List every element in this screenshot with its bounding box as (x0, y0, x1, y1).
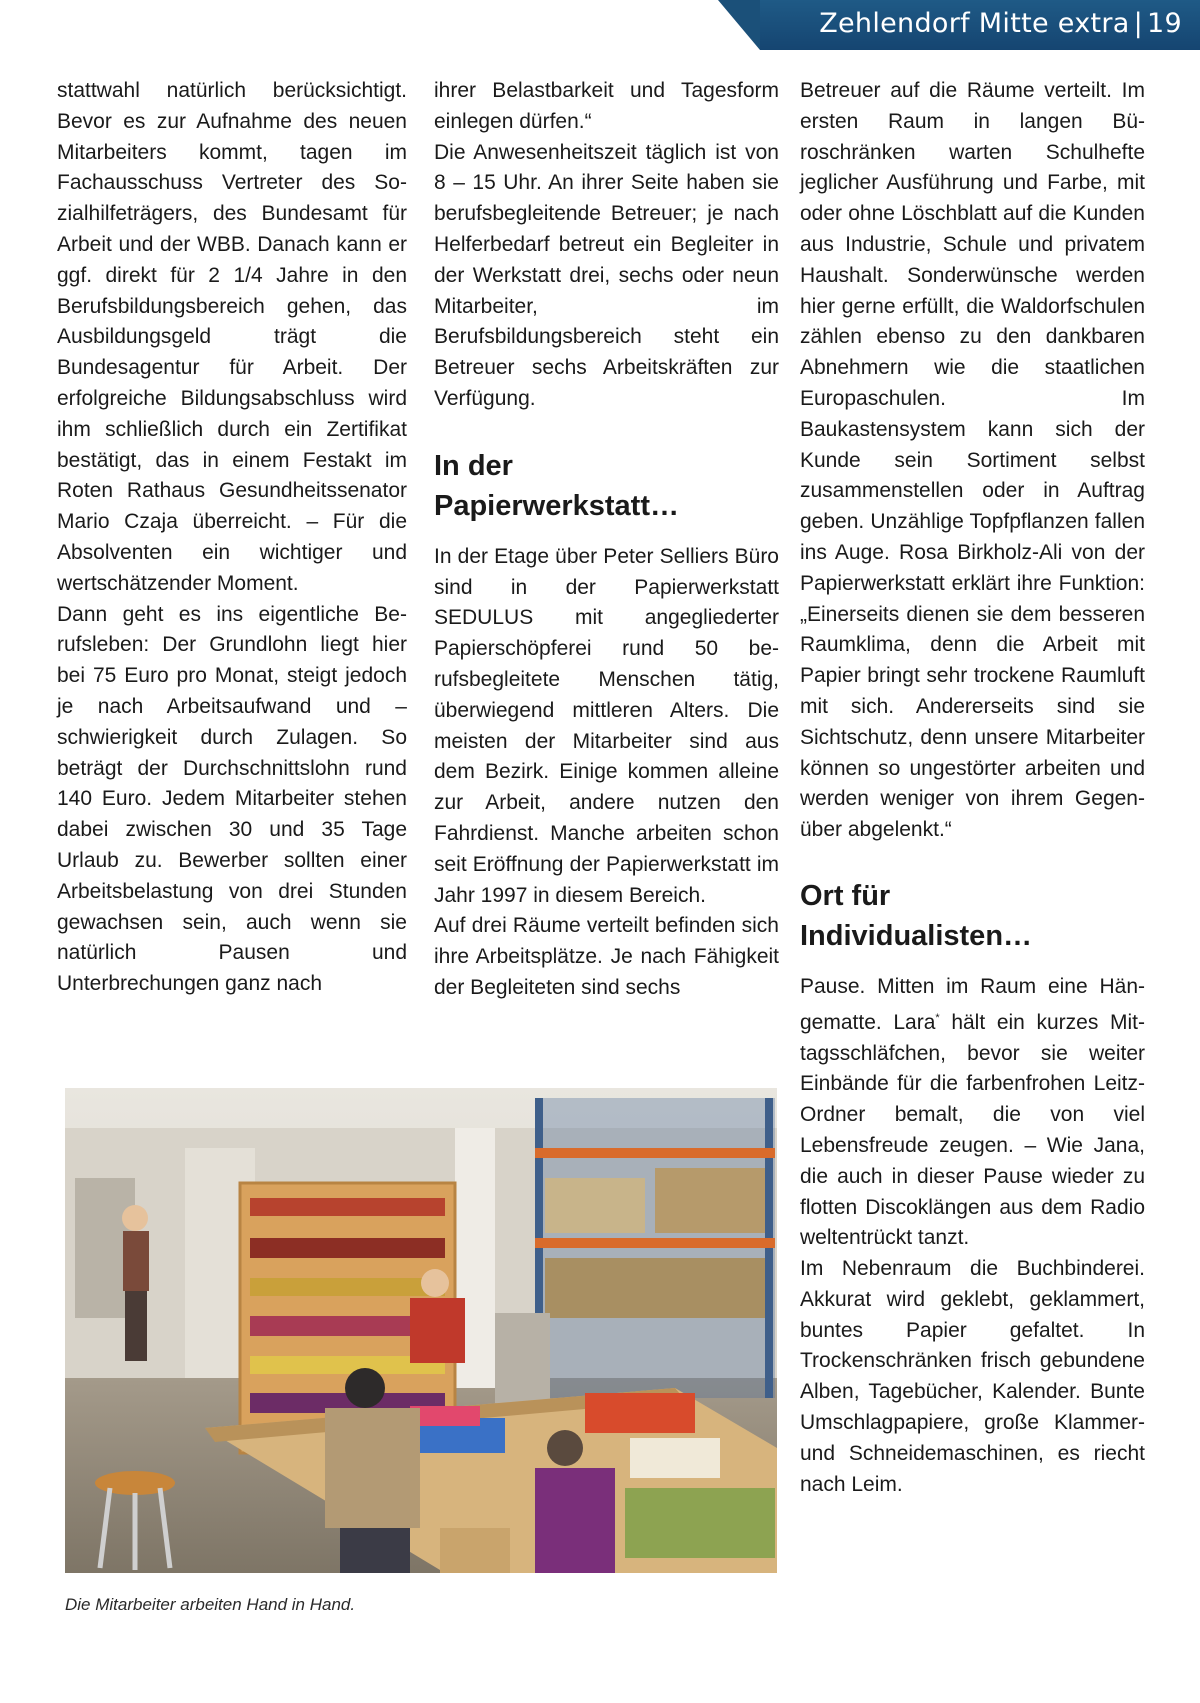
text-run: hält ein kurzes Mittagsschläfchen, bevor sie weiter Einbände für die farbenfrohen Leitz-Ordner bemalt, die von viel Lebensfreude zeugen. – Wie Jana, die auch in dieser Pause wieder zu flotten Discoklängen aus dem Radio weltentrückt tanzt. (800, 1010, 1145, 1250)
workshop-photo (65, 1088, 777, 1573)
subheading-individualisten: Ort für Individualisten… (800, 879, 1033, 952)
paragraph: Dann geht es ins eigentliche Berufsleben: Der Grundlohn liegt hier bei 75 Euro pro Monat, steigt jedoch je nach Arbeitsaufwand und –schwierigkeit durch Zulagen. So beträgt der Durchschnittslohn rund 140 Euro. Jedem Mitarbeiter stehen dabei zwischen 30 und 35 Tage Urlaub zu. Bewerber sollten einer Arbeitsbelastung von drei Stunden gewachsen sein, auch wenn sie natürlich Pausen und Unterbrechungen ganz nach (57, 602, 407, 996)
column-3 (800, 76, 1145, 1500)
workshop-photo-illustration (65, 1088, 777, 1573)
paragraph: Auf drei Räume verteilt befinden sich ihre Arbeitsplätze. Je nach Fähigkeit der Begleiteten sind sechs (434, 914, 779, 999)
page-number: 19 (1147, 8, 1182, 39)
photo-caption: Die Mitarbeiter arbeiten Hand in Hand. (65, 1595, 356, 1614)
paragraph (800, 972, 1145, 1254)
page-header (760, 0, 1200, 50)
section-title: Zehlendorf Mitte extra (819, 8, 1130, 39)
column-1 (57, 76, 407, 1000)
footnote-mark: * (935, 1011, 940, 1024)
subheading-papierwerkstatt: In der Papierwerkstatt… (434, 449, 679, 522)
text-run: Pause. Mitten im Raum eine Hängematte. Lara (800, 974, 1145, 1034)
paragraph: Betreuer auf die Räume verteilt. Im ersten Raum in langen Büroschränken warten Schulhefte jeglicher Ausführung und Farbe, mit oder ohne Löschblatt auf die Kunden aus Industrie, Schule und privatem Haushalt. Sonderwünsche werden hier gerne erfüllt, die Waldorfschulen zählen ebenso zu den dankbaren Abnehmern wie die staatlichen Europaschulen. Im Baukastensystem kann sich der Kunde sein Sortiment selbst zusammenstellen oder in Auftrag geben. Unzählige Topfpflanzen fallen ins Auge. Rosa Birkholz-Ali von der Papierwerkstatt erklärt ihre Funktion: „Einerseits dienen sie dem besseren Raumklima, denn die Arbeit mit Papier bringt sehr trockene Raumluft mit sich. Andererseits sind sie Sichtschutz, denn unsere Mitarbeiter können so ungestörter arbeiten und werden weniger von ihrem Gegenüber abgelenkt.“ (800, 79, 1145, 842)
paragraph: In der Etage über Peter Selliers Büro sind in der Papierwerkstatt SEDULUS mit angegliederter Papierschöpferei rund 50 berufsbegleitete Menschen tätig, überwiegend mittleren Alters. Die meisten der Mitarbeiter sind aus dem Bezirk. Einige kommen alleine zur Arbeit, andere nutzen den Fahrdienst. Manche arbeiten schon seit Eröffnung der Papierwerkstatt im Jahr 1997 in diesem Bereich. (434, 544, 779, 907)
paragraph: Im Nebenraum die Buchbinderei. Akkurat wird geklebt, geklammert, buntes Papier gefaltet. In Trockenschränken frisch gebundene Alben, Tagebücher, Kalender. Bunte Umschlagpapiere, große Klammer- und Schneidemaschinen, es riecht nach Leim. (800, 1257, 1145, 1496)
paragraph: stattwahl natürlich berücksichtigt. Bevor es zur Aufnahme des neuen Mitarbeiters kommt, tagen im Fachausschuss Vertreter des Sozialhilfeträgers, des Bundesamt für Arbeit und der WBB. Danach kann er ggf. direkt für 2 1/4 Jahre in den Berufsbildungsbereich gehen, das Ausbildungsgeld trägt die Bundesagentur für Arbeit. Der erfolgreiche Bildungsabschluss wird ihm schließlich durch ein Zertifikat bestätigt, das in einem Festakt im Roten Rathaus Gesundheitssenator Mario Czaja überreicht. – Für die Absolventen ein wichtiger und wertschätzender Moment. (57, 79, 407, 595)
header-separator: | (1133, 8, 1144, 39)
column-2 (434, 76, 779, 1004)
header-corner (718, 0, 760, 50)
paragraph: ihrer Belastbarkeit und Tagesform einlegen dürfen.“ (434, 79, 779, 133)
paragraph: Die Anwesenheitszeit täglich ist von 8 – 15 Uhr. An ihrer Seite haben sie berufsbegleitende Betreuer; je nach Helferbedarf betreut ein Begleiter in der Werkstatt drei, sechs oder neun Mitarbeiter, im Berufsbildungsbereich steht ein Betreuer sechs Arbeitskräften zur Verfügung. (434, 140, 779, 410)
header-title (819, 8, 1182, 39)
